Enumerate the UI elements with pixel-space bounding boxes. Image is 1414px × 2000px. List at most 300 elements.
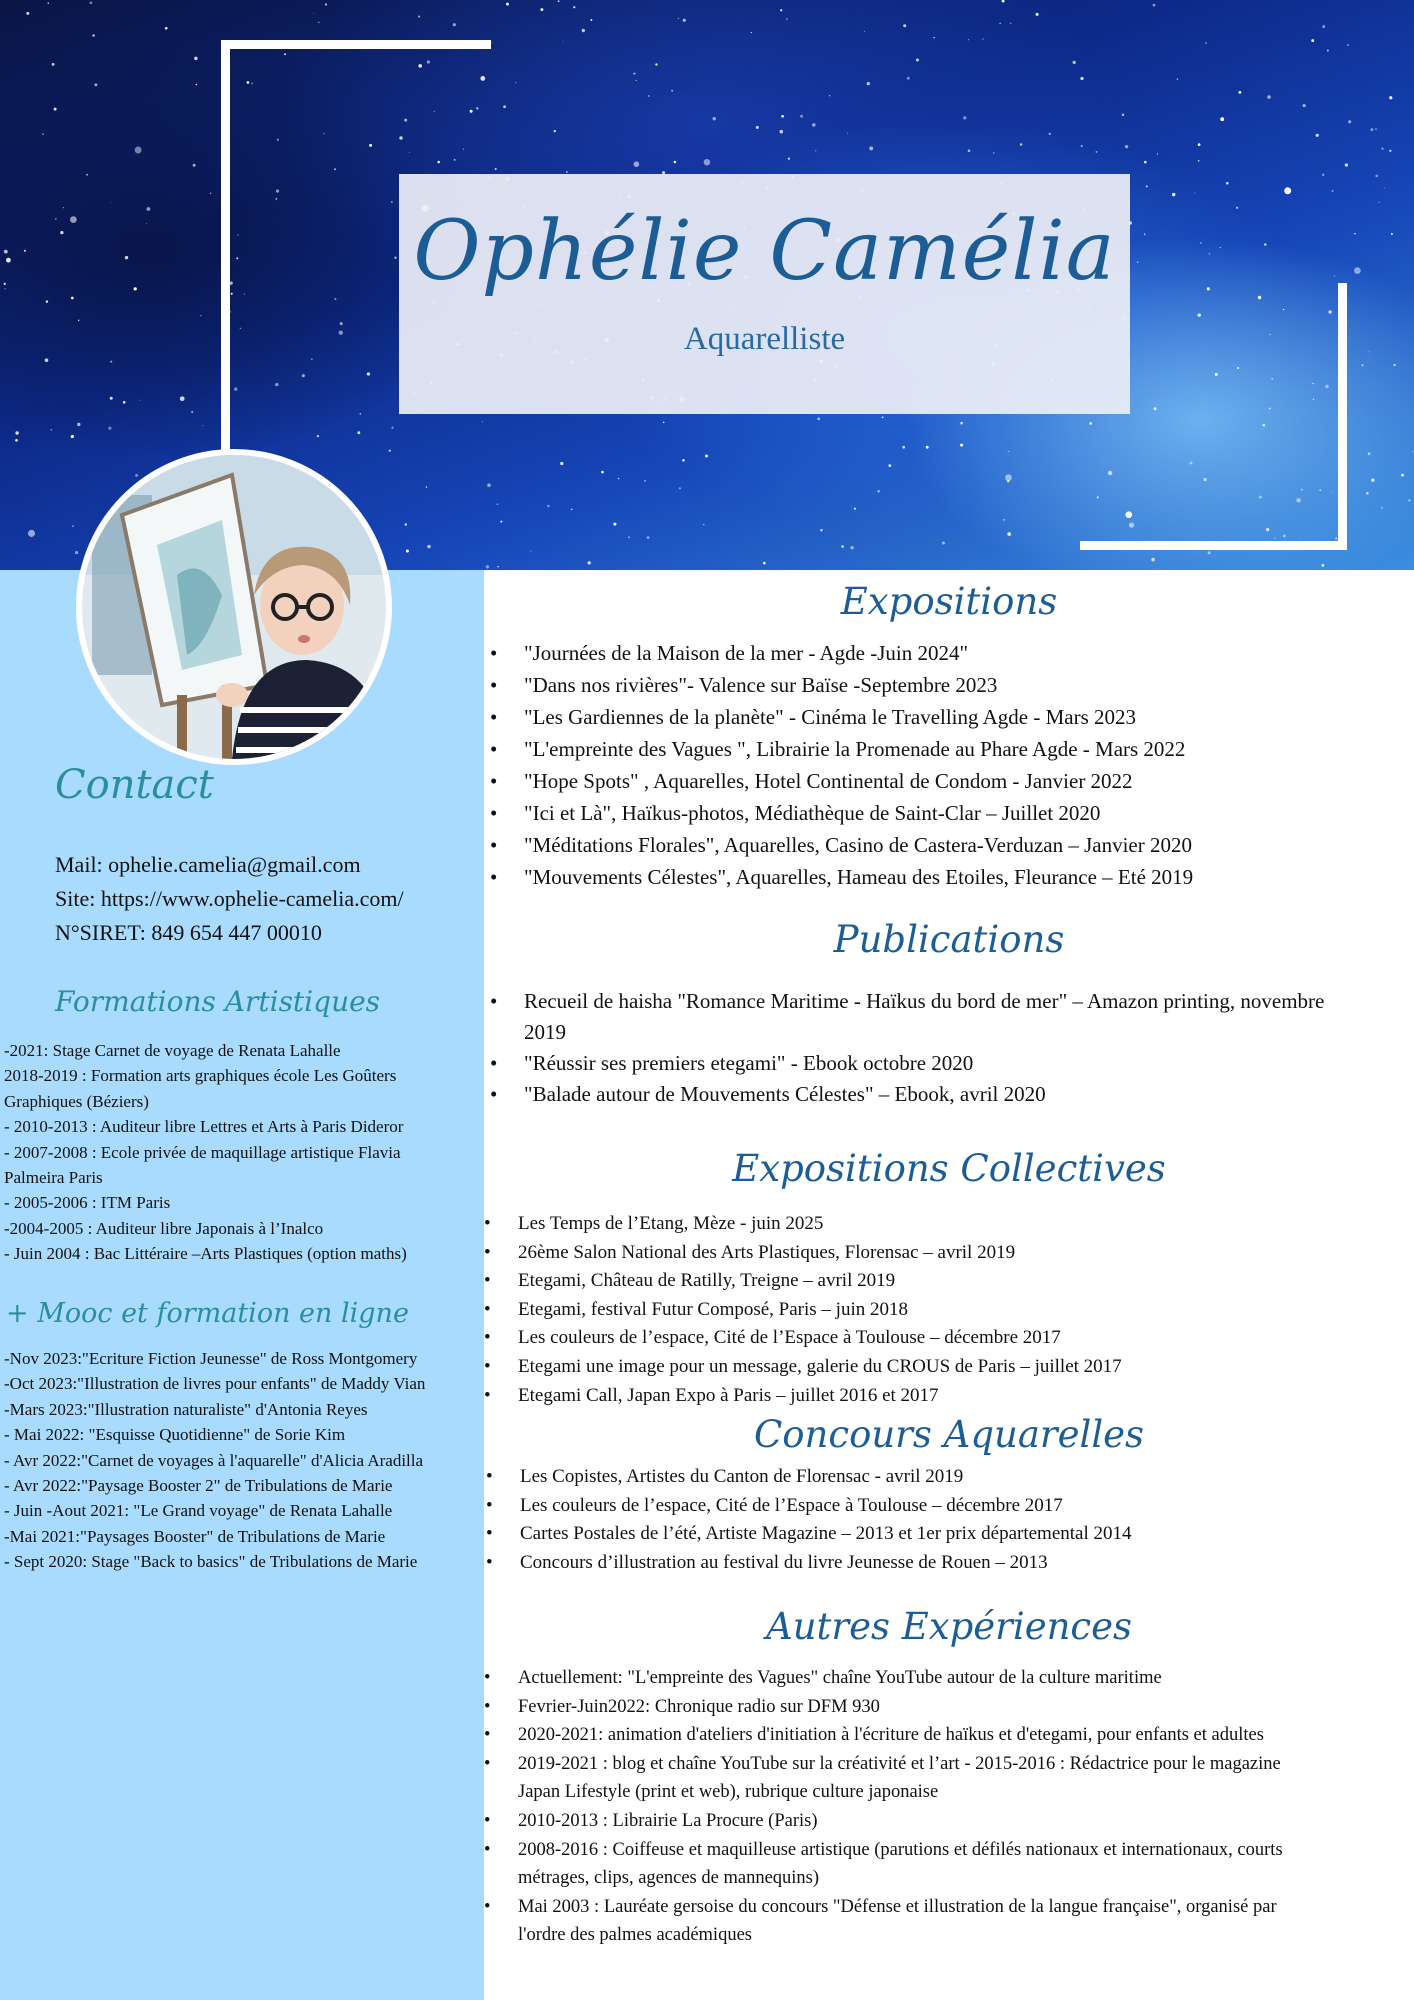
star-dot [788,158,790,160]
star-dot [1229,415,1230,416]
concours-heading: Concours Aquarelles [753,1413,1145,1456]
star-dot [618,478,620,480]
star-dot [1371,478,1375,482]
star-dot [663,422,665,424]
star-dot [566,171,568,173]
concours-item: • Cartes Postales de l’été, Artiste Magazine – 2013 et 1er prix départemental 2014 [486,1520,1366,1549]
star-dot [1108,471,1112,475]
star-dot [323,133,324,134]
star-dot [1321,564,1324,567]
profile-photo-illustration [82,455,386,759]
star-dot [476,107,478,109]
mooc-line: - Sept 2020: Stage "Back to basics" de Tribulations de Marie [4,1552,418,1572]
mooc-line: -Mai 2021:"Paysages Booster" de Tribulations de Marie [4,1526,386,1546]
star-dot [636,80,637,81]
star-dot [1258,296,1261,299]
formations-list [4,1038,407,1267]
collective-item: • Etegami, Château de Ratilly, Treigne – avril 2019 [484,1267,1364,1296]
star-dot [644,480,645,481]
star-dot [1296,498,1300,502]
star-dot [982,38,983,39]
star-dot [540,8,543,11]
star-dot [389,450,391,452]
star-dot [547,505,550,508]
star-dot [562,41,563,42]
star-dot [1354,267,1361,274]
star-dot [1220,247,1221,248]
star-dot [560,462,563,465]
star-dot [1207,287,1210,290]
star-dot [1073,61,1076,64]
formations-line: - 2005-2006 : ITM Paris [4,1193,171,1213]
star-dot [108,427,111,430]
star-dot [1375,128,1377,130]
star-dot [284,53,286,55]
star-dot [51,429,53,431]
star-dot [1153,4,1156,7]
star-dot [1209,253,1210,254]
star-dot [968,39,969,40]
frame-corner-bottom-v [1338,283,1347,550]
star-dot [1007,480,1009,482]
star-dot [1198,313,1201,316]
star-dot [506,3,509,6]
star-dot [877,490,879,492]
star-dot [1319,489,1321,491]
star-dot [1198,143,1201,146]
star-dot [1303,104,1306,107]
collective-item: • 26ème Salon National des Arts Plastiques, Florensac – avril 2019 [484,1239,1364,1268]
star-dot [588,561,591,564]
star-dot [394,257,396,259]
formations-line: -2021: Stage Carnet de voyage de Renata Lahalle [4,1041,341,1060]
star-dot [427,545,430,548]
star-dot [1325,385,1328,388]
star-dot [404,119,407,122]
star-dot [92,34,95,37]
star-dot [1020,143,1023,146]
star-dot [1389,96,1392,99]
star-dot [590,19,592,21]
star-dot [231,293,233,295]
star-dot [276,189,279,192]
star-dot [1413,451,1414,452]
star-dot [530,550,531,551]
star-dot [648,95,649,96]
star-dot [1005,474,1012,481]
artist-role: Aquarelliste [683,321,846,357]
star-dot [850,546,853,549]
star-dot [613,523,616,526]
star-dot [135,474,138,477]
star-dot [193,164,196,167]
star-dot [71,297,74,300]
star-dot [1271,378,1272,379]
star-dot [311,358,313,360]
star-dot [139,400,140,401]
star-dot [847,133,848,134]
star-dot [1375,175,1378,178]
star-dot [1007,532,1011,536]
star-dot [999,23,1001,25]
expositions-list [490,637,1390,893]
star-dot [1190,462,1193,465]
star-dot [786,18,787,19]
star-dot [1172,193,1175,196]
star-dot [454,159,456,161]
star-dot [1198,160,1200,162]
star-dot [360,413,362,415]
star-dot [340,322,343,325]
star-dot [110,361,112,363]
star-dot [628,536,630,538]
star-dot [15,431,18,434]
star-dot [781,115,784,118]
star-dot [247,81,250,84]
star-dot [763,562,766,565]
star-dot [812,123,816,127]
concours-item: • Concours d’illustration au festival du livre Jeunesse de Rouen – 2013 [486,1549,1366,1578]
star-dot [963,116,966,119]
star-dot [1237,367,1239,369]
star-dot [1122,114,1125,117]
star-dot [54,108,57,111]
concours-list [486,1463,1366,1577]
collectives-heading: Expositions Collectives [732,1147,1166,1190]
star-dot [713,117,716,120]
formations-line: Graphiques (Béziers) [4,1091,149,1111]
star-dot [453,23,456,26]
star-dot [1322,174,1324,176]
star-dot [647,536,650,539]
star-dot [780,130,784,134]
star-dot [678,18,679,19]
star-dot [194,57,198,61]
star-dot [703,524,704,525]
star-dot [1334,275,1335,276]
star-dot [334,298,336,300]
star-dot [601,471,604,474]
star-dot [418,16,420,18]
star-dot [683,19,686,22]
star-dot [46,300,48,302]
star-dot [867,82,870,85]
star-dot [1379,202,1380,203]
star-dot [1236,207,1238,209]
star-dot [1322,25,1325,28]
star-dot [200,315,201,316]
exposition-item: • "Hope Spots" , Aquarelles, Hotel Continental de Condom - Janvier 2022 [490,765,1390,797]
exposition-item: • "Les Gardiennes de la planète" - Cinéma le Travelling Agde - Mars 2023 [490,701,1390,733]
star-dot [4,288,5,289]
star-dot [503,105,506,108]
star-dot [1332,492,1333,493]
star-dot [1264,243,1267,246]
star-dot [674,161,677,164]
star-dot [854,508,856,510]
star-dot [1008,451,1009,452]
exposition-item: • "Ici et Là", Haïkus-photos, Médiathèque de Saint-Clar – Juillet 2020 [490,797,1390,829]
star-dot [1408,499,1410,501]
star-dot [78,320,79,321]
star-dot [1270,334,1271,335]
star-dot [1036,13,1039,16]
autre-item: • 2019-2021 : blog et chaîne YouTube sur la créativité et l’art - 2015-2016 : Rédactrice pour le magazine Japan Lifestyle (print et web), rubrique culture japonaise [484,1750,1324,1807]
star-dot [1311,39,1314,42]
star-dot [426,486,427,487]
star-dot [916,59,919,62]
star-dot [829,95,830,96]
exposition-item: • "Journées de la Maison de la mer - Agde -Juin 2024" [490,637,1390,669]
collective-item: • Etegami une image pour un message, galerie du CROUS de Paris – juillet 2017 [484,1353,1364,1382]
star-dot [125,256,129,260]
star-dot [196,84,198,86]
star-dot [633,73,635,75]
star-dot [515,82,516,83]
star-dot [960,422,963,425]
star-dot [820,529,822,531]
star-dot [882,416,884,418]
star-dot [815,150,816,151]
star-dot [55,218,57,220]
exposition-item: • "Méditations Florales", Aquarelles, Casino de Castera-Verduzan – Janvier 2020 [490,829,1390,861]
publications-heading: Publications [833,918,1065,961]
star-dot [869,146,873,150]
publication-item: • "Balade autour de Mouvements Célestes" – Ebook, avril 2020 [490,1079,1350,1110]
star-dot [1003,519,1005,521]
star-dot [391,426,393,428]
autres-heading: Autres Expériences [765,1605,1133,1648]
star-dot [367,372,370,375]
star-dot [1328,310,1331,313]
star-dot [369,144,372,147]
star-dot [907,77,910,80]
star-dot [437,161,440,164]
star-dot [1080,77,1083,80]
star-dot [391,201,392,202]
star-dot [751,32,752,33]
star-dot [1401,474,1404,477]
star-dot [1269,407,1271,409]
star-dot [63,207,64,208]
star-dot [317,435,319,437]
star-dot [705,455,708,458]
star-dot [1154,407,1157,410]
star-dot [463,149,464,150]
autre-item: • Mai 2003 : Lauréate gersoise du concours "Défense et illustration de la langue française", organisé par l'ordre des palmes académiques [484,1893,1324,1950]
star-dot [558,0,560,2]
star-dot [28,530,35,537]
star-dot [495,168,497,170]
artist-name: Ophélie Camélia [413,204,1116,299]
star-dot [357,431,360,434]
star-dot [90,2,93,5]
star-dot [864,31,865,32]
star-dot [111,202,112,203]
star-dot [334,168,336,170]
star-dot [554,130,556,132]
star-dot [1049,133,1051,135]
star-dot [277,139,279,141]
star-dot [1381,507,1383,509]
star-dot [42,133,43,134]
star-dot [26,12,29,15]
contact-site: Site: https://www.ophelie-camelia.com/ [55,886,404,911]
star-dot [313,13,314,14]
star-dot [1327,50,1329,52]
star-dot [135,147,142,154]
autre-item: • 2020-2021: animation d'ateliers d'initiation à l'écriture de haïkus et d'etegami, pour enfants et adultes [484,1721,1324,1750]
star-dot [634,161,640,167]
star-dot [1144,233,1146,235]
star-dot [1348,120,1351,123]
star-dot [399,136,402,139]
autre-item: • 2008-2016 : Coiffeuse et maquilleuse artistique (parutions et défilés nationaux et internationaux, courts métrages, clips, agences de mannequins) [484,1836,1324,1893]
star-dot [165,27,168,30]
star-dot [497,566,498,567]
star-dot [1125,145,1128,148]
star-dot [1010,22,1012,24]
star-dot [72,525,74,527]
star-dot [1129,522,1134,527]
star-dot [1370,128,1373,131]
star-dot [1316,134,1319,137]
star-dot [1081,145,1083,147]
profile-photo [76,449,392,765]
star-dot [1263,424,1265,426]
star-dot [817,418,820,421]
star-dot [1301,489,1303,491]
star-dot [1177,78,1178,79]
star-dot [1137,261,1139,263]
mooc-list [4,1346,425,1575]
star-dot [94,83,97,86]
formations-line: - 2007-2008 : Ecole privée de maquillage artistique Flavia [4,1142,401,1162]
star-dot [236,257,238,259]
star-dot [244,294,245,295]
star-dot [903,24,906,27]
star-dot [339,331,343,335]
star-dot [1205,42,1207,44]
star-dot [780,9,782,11]
star-dot [1208,551,1211,554]
star-dot [679,487,681,489]
formations-line: Palmeira Paris [4,1168,103,1188]
star-dot [1366,492,1369,495]
mooc-heading: + Mooc et formation en ligne [6,1298,409,1329]
star-dot [75,551,78,554]
star-dot [45,358,49,362]
mooc-line: -Oct 2023:"Illustration de livres pour enfants" de Maddy Vian [4,1374,426,1394]
star-dot [77,423,80,426]
contact-mail: Mail: ophelie.camelia@gmail.com [55,852,361,877]
exposition-item: • "Dans nos rivières"- Valence sur Baïse -Septembre 2023 [490,669,1390,701]
star-dot [427,60,430,63]
star-dot [1393,364,1395,366]
expositions-heading: Expositions [840,580,1058,623]
star-dot [234,387,237,390]
star-dot [993,152,995,154]
star-dot [123,401,126,404]
star-dot [926,446,929,449]
star-dot [902,446,905,449]
star-dot [888,464,891,467]
star-dot [1361,364,1363,366]
collective-item: • Etegami Call, Japan Expo à Paris – juillet 2016 et 2017 [484,1382,1364,1411]
autre-item: • 2010-2013 : Librairie La Procure (Paris) [484,1807,1324,1836]
star-dot [1259,496,1262,499]
star-dot [1345,163,1348,166]
star-dot [60,231,63,234]
formations-line: - Juin 2004 : Bac Littéraire –Arts Plastiques (option maths) [4,1244,407,1264]
star-dot [1283,309,1284,310]
star-dot [1312,383,1313,384]
star-dot [146,223,147,224]
star-dot [237,234,238,235]
title-card [399,174,1130,414]
star-dot [418,64,422,68]
star-dot [486,565,489,568]
star-dot [1002,0,1005,2]
star-dot [497,503,499,505]
star-dot [434,111,435,112]
star-dot [1313,399,1314,400]
star-dot [147,207,151,211]
contact-heading: Contact [55,762,214,808]
star-dot [1381,147,1383,149]
star-dot [1391,233,1393,235]
frame-corner-bottom-h [1080,541,1347,550]
star-dot [1389,150,1391,152]
publications-list [490,986,1350,1110]
star-dot [1203,478,1206,481]
collectives-list [484,1210,1364,1410]
star-dot [52,63,55,66]
star-dot [1220,117,1224,121]
mooc-line: -Mars 2023:"Illustration naturaliste" d'Antonia Reyes [4,1399,368,1419]
star-dot [180,396,185,401]
star-dot [4,283,6,285]
star-dot [942,542,945,545]
autre-item: • Fevrier-Juin2022: Chronique radio sur DFM 930 [484,1693,1324,1722]
star-dot [15,439,18,442]
star-dot [704,159,710,165]
collective-item: • Les Temps de l’Etang, Mèze - juin 2025 [484,1210,1364,1239]
star-dot [1089,422,1092,425]
star-dot [1347,44,1348,45]
star-dot [800,115,803,118]
star-dot [191,411,193,413]
star-dot [1284,187,1291,194]
star-dot [240,328,242,330]
concours-item: • Les Copistes, Artistes du Canton de Florensac - avril 2019 [486,1463,1366,1492]
star-dot [487,483,490,486]
star-dot [756,126,759,129]
star-dot [1157,153,1158,154]
star-dot [671,90,673,92]
formations-heading: Formations Artistiques [55,985,381,1018]
mooc-line: - Juin -Aout 2021: "Le Grand voyage" de Renata Lahalle [4,1501,393,1521]
star-dot [571,509,573,511]
star-dot [71,435,74,438]
star-dot [1200,242,1202,244]
star-dot [655,63,657,65]
star-dot [275,198,277,200]
collective-item: • Etegami, festival Futur Composé, Paris – juin 2018 [484,1296,1364,1325]
star-dot [48,2,49,3]
star-dot [1369,351,1370,352]
star-dot [202,425,203,426]
